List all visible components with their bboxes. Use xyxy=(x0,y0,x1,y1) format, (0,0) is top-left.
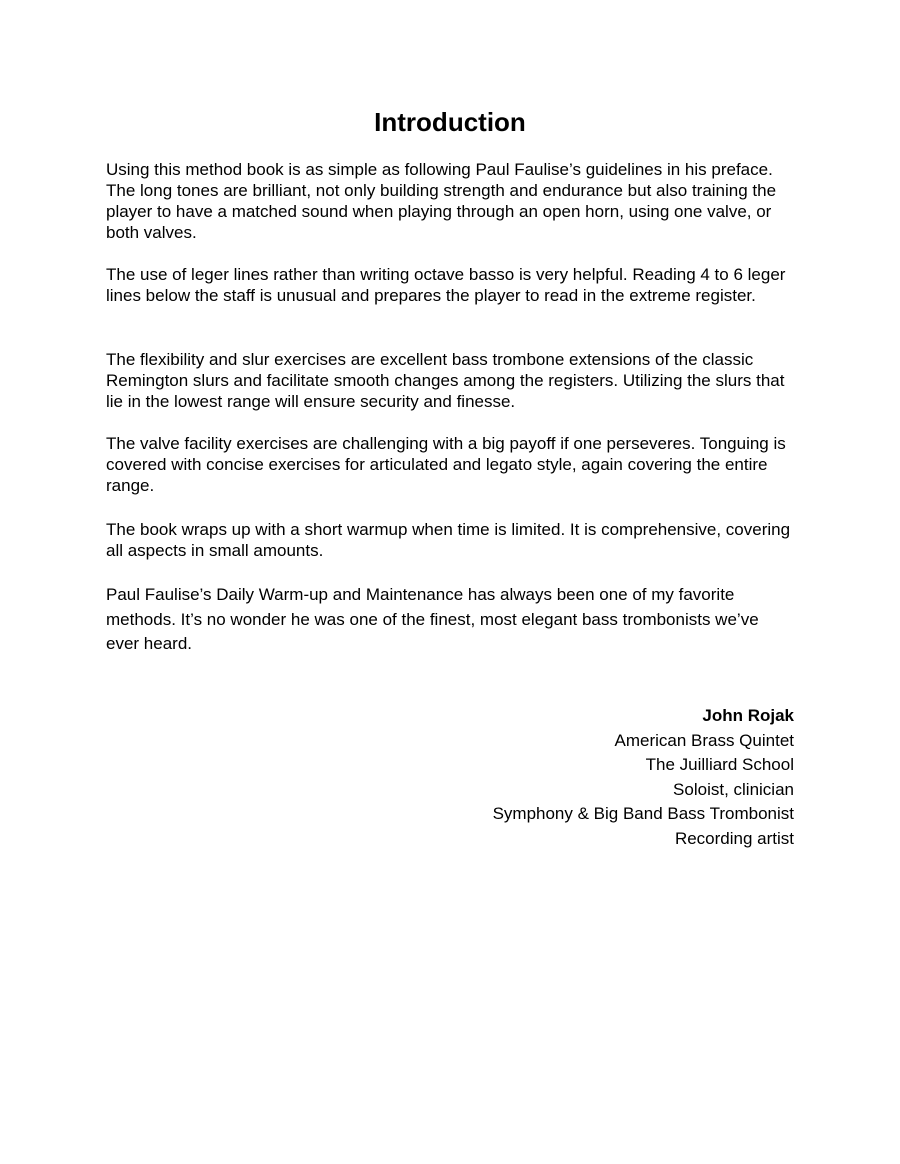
paragraph-closing: Paul Faulise’s Daily Warm-up and Maintenance has always been one of my favorite methods. It’s no wonder he was one of the finest, most elegant bass trombonists we’ve ever heard. xyxy=(106,585,759,653)
signature-line: American Brass Quintet xyxy=(614,730,794,750)
signature-line: The Juilliard School xyxy=(645,755,794,774)
paragraph-valve-facility: The valve facility exercises are challenging with a big payoff if one perseveres. Tonguing is covered with concise exercises for articulated and legato style, again covering the entire range. xyxy=(106,434,786,495)
signature-block xyxy=(493,704,794,851)
paragraph-flexibility-slurs: The flexibility and slur exercises are excellent bass trombone extensions of the classic Remington slurs and facilitate smooth changes among the registers. Utilizing the slurs that lie in the lowest range will ensure security and finesse. xyxy=(106,350,785,411)
signature-name: John Rojak xyxy=(702,706,794,725)
paragraph-warmup: The book wraps up with a short warmup when time is limited. It is comprehensive, covering all aspects in small amounts. xyxy=(106,520,791,560)
signature-line: Recording artist xyxy=(674,828,794,848)
paragraph-method-book: Using this method book is as simple as following Paul Faulise’s guidelines in his preface. The long tones are brilliant, not only building strength and endurance but also training the player to have a matched sound when playing through an open horn, using one valve, or both valves. xyxy=(106,160,777,242)
paragraph-leger-lines: The use of leger lines rather than writing octave basso is very helpful. Reading 4 to 6 leger lines below the staff is unusual and prepares the player to read in the extreme register. xyxy=(106,265,786,305)
signature-line: Soloist, clinician xyxy=(673,779,794,799)
signature-line: Symphony & Big Band Bass Trombonist xyxy=(492,804,794,823)
page-title: Introduction xyxy=(374,107,526,137)
